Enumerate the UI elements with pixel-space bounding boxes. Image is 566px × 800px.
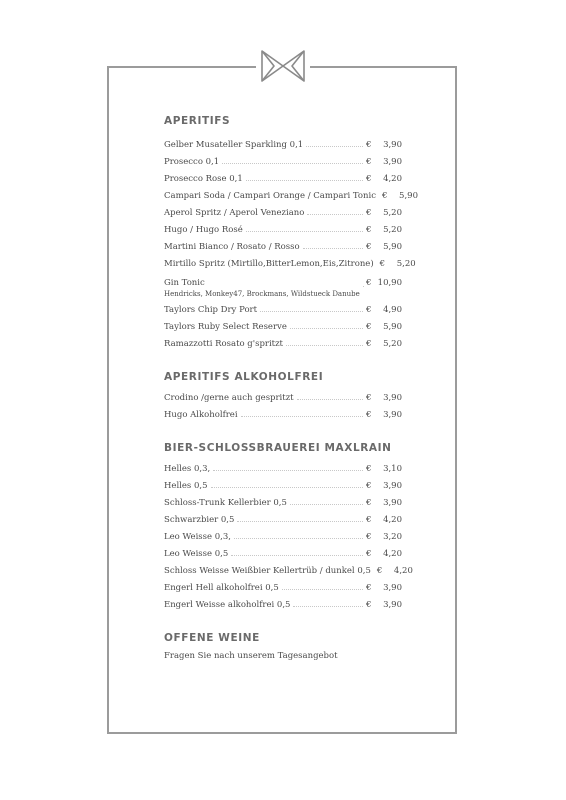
item-price: 3,10 (383, 464, 402, 474)
leader-dots (222, 154, 363, 164)
menu-item (164, 563, 413, 580)
currency: € (366, 498, 372, 508)
currency: € (366, 464, 372, 474)
section-title: APERITIFS (164, 115, 231, 127)
item-price: 4,20 (383, 515, 402, 525)
item-price: 3,90 (383, 600, 402, 610)
leader-dots (307, 205, 363, 215)
currency: € (366, 393, 372, 403)
menu-item (164, 512, 402, 529)
item-name: Gin Tonic (164, 278, 205, 288)
item-price: 3,20 (383, 532, 402, 542)
currency: € (366, 515, 372, 525)
item-name: Schloss-Trunk Kellerbier 0,5 (164, 498, 287, 508)
item-name: Prosecco 0,1 (164, 157, 220, 167)
menu-item (164, 390, 402, 407)
menu-content (164, 114, 418, 665)
section-note: Fragen Sie nach unserem Tagesangebot (164, 651, 338, 661)
currency: € (366, 583, 372, 593)
leader-dots (211, 478, 364, 488)
leader-dots (303, 239, 363, 249)
menu-item (164, 495, 402, 512)
section-title: OFFENE WEINE (164, 632, 260, 644)
item-name-block (164, 277, 360, 300)
leader-dots (246, 222, 363, 232)
menu-item (164, 256, 416, 273)
currency: € (366, 140, 372, 150)
section-offene-weine (164, 631, 402, 665)
currency: € (366, 532, 372, 542)
item-price: 5,20 (383, 339, 402, 349)
leader-dots (290, 495, 363, 505)
item-name: Taylors Chip Dry Port (164, 305, 258, 315)
item-price: 3,90 (383, 498, 402, 508)
leader-dots (241, 407, 363, 417)
currency: € (366, 322, 372, 332)
item-price: 3,90 (383, 157, 402, 167)
menu-item (164, 336, 402, 353)
item-price: 3,90 (383, 393, 402, 403)
section-aperitifs-alkoholfrei (164, 370, 402, 424)
item-name: Aperol Spritz / Aperol Veneziano (164, 208, 305, 218)
currency: € (366, 481, 372, 491)
menu-item (164, 205, 402, 222)
item-name: Schloss Weisse Weißbier Kellertrüb / dunkel 0,5 (164, 566, 371, 576)
currency: € (366, 410, 372, 420)
currency: € (366, 278, 372, 288)
menu-item (164, 302, 402, 319)
item-name: Ramazzotti Rosato g'spritzt (164, 339, 283, 349)
leader-dots (260, 302, 363, 312)
item-name: Engerl Hell alkoholfrei 0,5 (164, 583, 279, 593)
leader-dots (231, 546, 363, 556)
item-name: Crodino /gerne auch gespritzt (164, 393, 294, 403)
leader-dots (290, 319, 363, 329)
item-name: Engerl Weisse alkoholfrei 0,5 (164, 600, 291, 610)
leader-dots (306, 137, 363, 147)
item-name: Schwarzbier 0,5 (164, 515, 235, 525)
leader-dots (213, 461, 363, 471)
currency: € (366, 600, 372, 610)
item-name: Prosecco Rose 0,1 (164, 174, 243, 184)
item-name: Hugo / Hugo Rosé (164, 225, 243, 235)
item-price: 4,20 (393, 566, 413, 576)
item-name: Campari Soda / Campari Orange / Campari Tonic (164, 191, 376, 201)
menu-item (164, 277, 402, 302)
currency: € (366, 174, 372, 184)
item-price: 3,90 (383, 583, 402, 593)
item-price: 4,90 (383, 305, 402, 315)
menu-item (164, 188, 418, 205)
item-name: Leo Weisse 0,3, (164, 532, 231, 542)
item-price: 3,90 (383, 410, 402, 420)
item-name: Hugo Alkoholfrei (164, 410, 238, 420)
currency: € (366, 225, 372, 235)
item-price: 3,90 (383, 481, 402, 491)
item-price: 5,20 (383, 225, 402, 235)
leader-dots (286, 336, 363, 346)
currency: € (366, 208, 372, 218)
item-name: Gelber Musateller Sparkling 0,1 (164, 140, 304, 150)
leader-dots (297, 390, 363, 400)
item-price: 5,20 (396, 259, 416, 269)
item-name: Leo Weisse 0,5 (164, 549, 229, 559)
currency: € (376, 566, 383, 576)
currency: € (366, 549, 372, 559)
item-description: Hendricks, Monkey47, Brockmans, Wildstueck Danube (164, 290, 360, 298)
currency: € (366, 157, 372, 167)
item-price: 10,90 (377, 278, 402, 288)
item-name: Helles 0,5 (164, 481, 208, 491)
currency: € (366, 305, 372, 315)
item-name: Taylors Ruby Select Reserve (164, 322, 287, 332)
item-name: Helles 0,3, (164, 464, 211, 474)
currency: € (381, 191, 388, 201)
item-price: 5,90 (383, 322, 402, 332)
menu-item (164, 407, 402, 424)
menu-item (164, 239, 402, 256)
leader-dots (246, 171, 363, 181)
currency: € (366, 339, 372, 349)
section-bier (164, 441, 413, 614)
leader-dots (293, 597, 363, 607)
item-price: 5,90 (383, 242, 402, 252)
menu-item (164, 597, 402, 614)
currency: € (379, 259, 386, 269)
item-price: 3,90 (383, 140, 402, 150)
section-title: APERITIFS ALKOHOLFREI (164, 371, 324, 383)
leader-dots (237, 512, 363, 522)
menu-item (164, 580, 402, 597)
section-title: BIER-SCHLOSSBRAUEREI MAXLRAIN (164, 442, 392, 454)
menu-item (164, 222, 402, 239)
menu-item (164, 137, 402, 154)
menu-item (164, 319, 402, 336)
currency: € (366, 242, 372, 252)
item-price: 4,20 (383, 549, 402, 559)
menu-item (164, 478, 402, 495)
leader-dots (234, 529, 363, 539)
item-price: 5,20 (383, 208, 402, 218)
menu-item (164, 546, 402, 563)
item-name: Mirtillo Spritz (Mirtillo,BitterLemon,Eis,Zitrone) (164, 259, 374, 269)
menu-item (164, 171, 402, 188)
menu-item (164, 529, 402, 546)
item-price: 4,20 (383, 174, 402, 184)
item-name: Martini Bianco / Rosato / Rosso (164, 242, 300, 252)
bow-tie-icon (256, 46, 310, 86)
menu-item (164, 154, 402, 171)
leader-dots (282, 580, 363, 590)
menu-item (164, 461, 402, 478)
item-price: 5,90 (399, 191, 418, 201)
section-aperitifs (164, 114, 418, 353)
